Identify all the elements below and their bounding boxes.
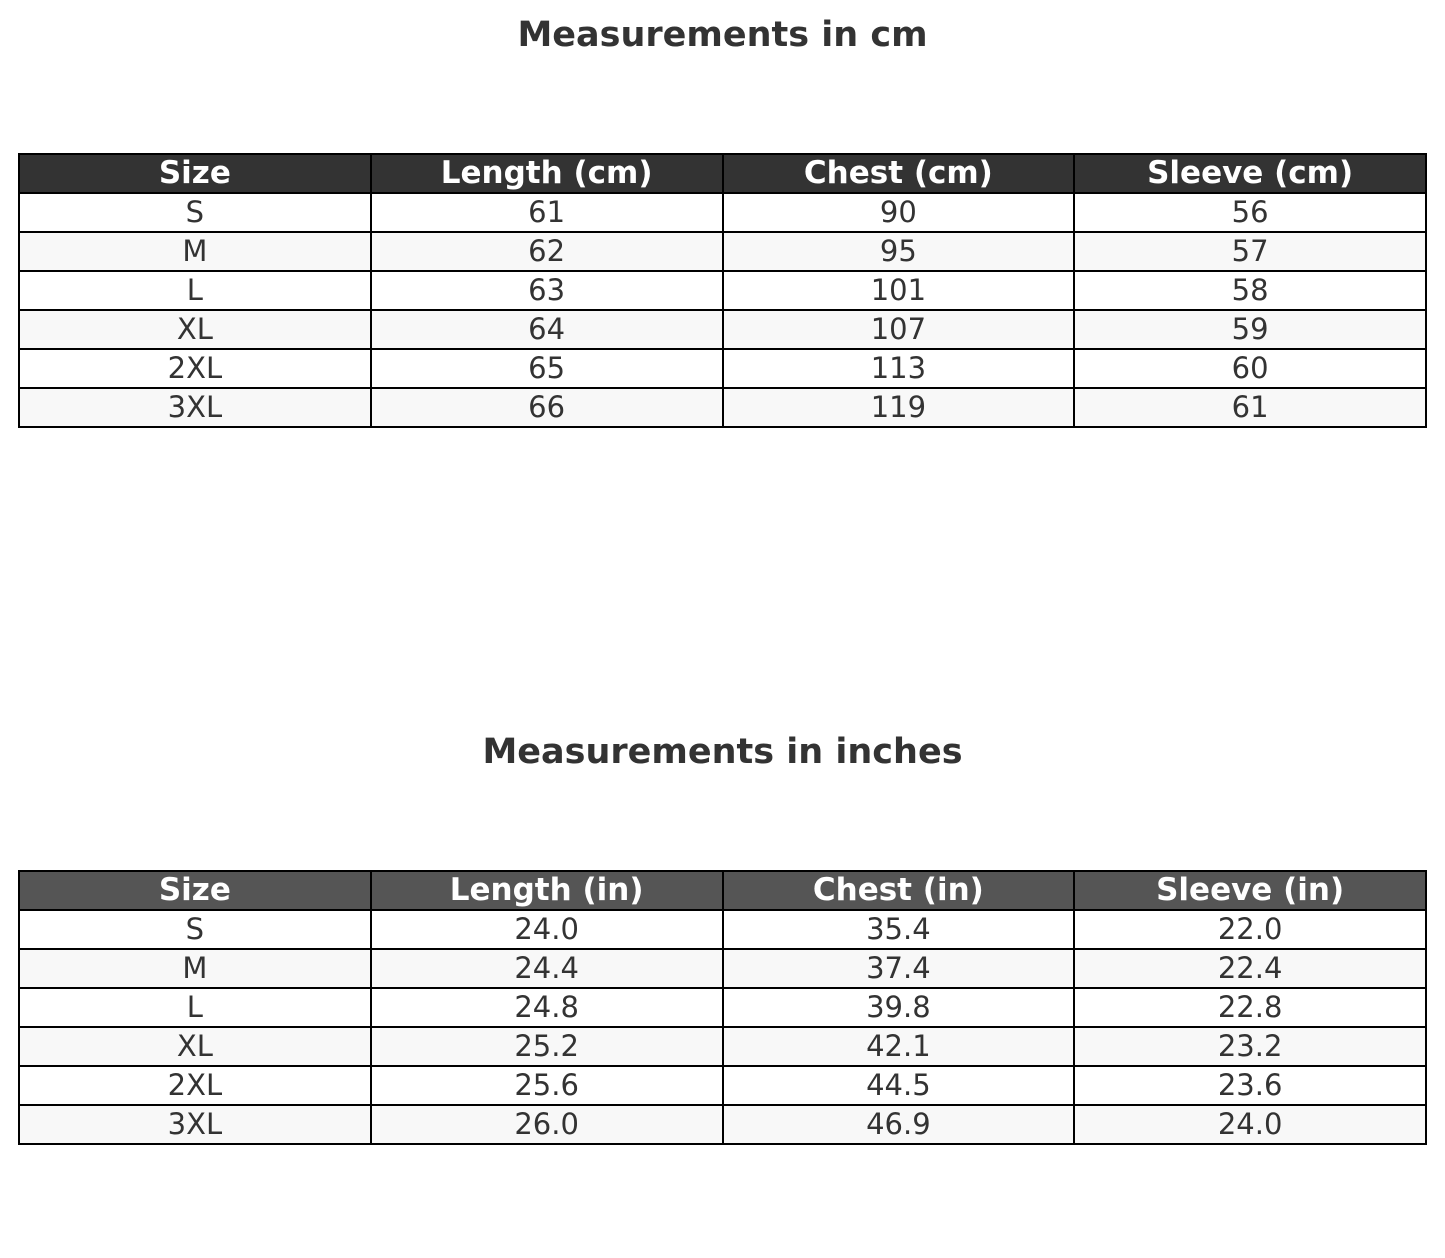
cell-length: 62 <box>371 232 723 271</box>
cell-chest: 113 <box>723 349 1075 388</box>
cell-length: 25.2 <box>371 1027 723 1066</box>
cell-sleeve: 60 <box>1074 349 1426 388</box>
table-row <box>19 388 1426 427</box>
table-row <box>19 1027 1426 1066</box>
cell-chest: 101 <box>723 271 1075 310</box>
table-row <box>19 271 1426 310</box>
header-sleeve: Sleeve (in) <box>1074 871 1426 910</box>
cell-length: 64 <box>371 310 723 349</box>
header-chest: Chest (cm) <box>723 154 1075 193</box>
cell-size: M <box>19 949 371 988</box>
inches-table-title: Measurements in inches <box>482 732 963 772</box>
cell-sleeve: 61 <box>1074 388 1426 427</box>
cell-length: 63 <box>371 271 723 310</box>
cell-size: 3XL <box>19 1105 371 1144</box>
cell-chest: 90 <box>723 193 1075 232</box>
header-size: Size <box>19 154 371 193</box>
table-row <box>19 310 1426 349</box>
table-header-row <box>19 154 1426 193</box>
cell-size: S <box>19 193 371 232</box>
cell-sleeve: 59 <box>1074 310 1426 349</box>
cell-length: 65 <box>371 349 723 388</box>
cell-size: L <box>19 271 371 310</box>
cell-chest: 44.5 <box>723 1066 1075 1105</box>
cm-table-title: Measurements in cm <box>517 15 928 55</box>
cell-chest: 95 <box>723 232 1075 271</box>
cell-chest: 107 <box>723 310 1075 349</box>
header-length: Length (cm) <box>371 154 723 193</box>
size-table-inches <box>18 870 1427 1145</box>
table-row <box>19 988 1426 1027</box>
cell-chest: 119 <box>723 388 1075 427</box>
cell-length: 66 <box>371 388 723 427</box>
cell-sleeve: 57 <box>1074 232 1426 271</box>
cell-sleeve: 24.0 <box>1074 1105 1426 1144</box>
cell-size: 2XL <box>19 1066 371 1105</box>
cell-length: 24.0 <box>371 910 723 949</box>
header-length: Length (in) <box>371 871 723 910</box>
table-row <box>19 232 1426 271</box>
cell-sleeve: 23.6 <box>1074 1066 1426 1105</box>
cell-sleeve: 22.8 <box>1074 988 1426 1027</box>
table-row <box>19 949 1426 988</box>
cell-length: 24.4 <box>371 949 723 988</box>
cell-sleeve: 23.2 <box>1074 1027 1426 1066</box>
cell-chest: 39.8 <box>723 988 1075 1027</box>
table-row <box>19 349 1426 388</box>
table-header-row <box>19 871 1426 910</box>
size-table-cm <box>18 153 1427 428</box>
cell-size: XL <box>19 310 371 349</box>
cell-length: 61 <box>371 193 723 232</box>
cell-sleeve: 56 <box>1074 193 1426 232</box>
cell-length: 24.8 <box>371 988 723 1027</box>
cell-size: 3XL <box>19 388 371 427</box>
table-row <box>19 1105 1426 1144</box>
table-row <box>19 910 1426 949</box>
table-row <box>19 1066 1426 1105</box>
cell-length: 25.6 <box>371 1066 723 1105</box>
cell-length: 26.0 <box>371 1105 723 1144</box>
cell-size: XL <box>19 1027 371 1066</box>
cell-sleeve: 22.4 <box>1074 949 1426 988</box>
header-size: Size <box>19 871 371 910</box>
cell-sleeve: 22.0 <box>1074 910 1426 949</box>
cell-chest: 46.9 <box>723 1105 1075 1144</box>
table-row <box>19 193 1426 232</box>
cell-size: L <box>19 988 371 1027</box>
cell-chest: 42.1 <box>723 1027 1075 1066</box>
header-sleeve: Sleeve (cm) <box>1074 154 1426 193</box>
cell-chest: 37.4 <box>723 949 1075 988</box>
cell-chest: 35.4 <box>723 910 1075 949</box>
header-chest: Chest (in) <box>723 871 1075 910</box>
cell-size: M <box>19 232 371 271</box>
cell-size: 2XL <box>19 349 371 388</box>
cell-size: S <box>19 910 371 949</box>
cell-sleeve: 58 <box>1074 271 1426 310</box>
